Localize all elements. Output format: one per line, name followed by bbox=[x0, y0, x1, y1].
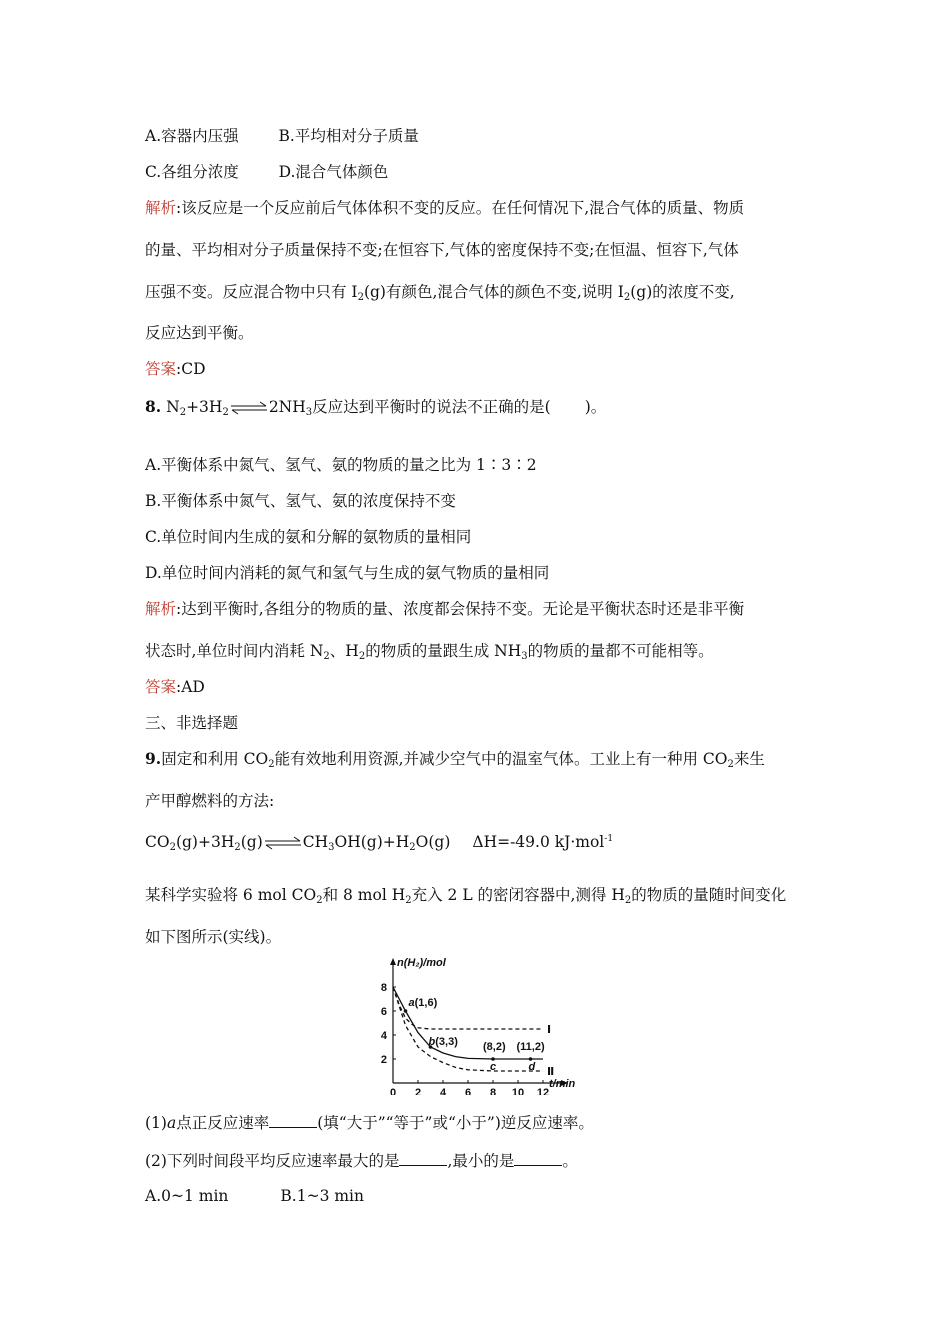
q7-answer bbox=[145, 358, 206, 380]
q9-sub-question-1 bbox=[145, 1112, 594, 1134]
q9-option-b: B.1~3 min bbox=[280, 1187, 364, 1205]
q8-analysis-line-2 bbox=[145, 640, 714, 668]
q7-analysis-line-1 bbox=[145, 197, 744, 219]
x-tick-label: 12 bbox=[536, 1087, 550, 1095]
q7-options-row-1 bbox=[145, 125, 419, 147]
q7-analysis-text-3a: 压强不变。反应混合物中只有 I bbox=[145, 283, 358, 301]
point-label: d bbox=[528, 1061, 536, 1073]
eq-text: (g) bbox=[240, 833, 263, 851]
question-number: 9. bbox=[145, 749, 162, 768]
q7-answer-value: :CD bbox=[176, 360, 206, 378]
formula-n: N bbox=[166, 398, 180, 416]
q9-options-row bbox=[145, 1185, 364, 1207]
subscript: 3 bbox=[305, 407, 313, 418]
formula-nh: 2NH bbox=[268, 398, 306, 416]
subscript: 2 bbox=[169, 842, 176, 853]
point-label: (11,2) bbox=[516, 1041, 545, 1053]
question-number: 8. bbox=[145, 397, 162, 416]
y-axis-label: n(H₂)/mol bbox=[397, 957, 446, 969]
q8-option-b: B.平衡体系中氮气、氢气、氨的浓度保持不变 bbox=[145, 492, 456, 510]
x-tick-label: 8 bbox=[489, 1087, 497, 1095]
q9-q1-text-2: (填“大于”“等于”或“小于”)逆反应速率。 bbox=[317, 1114, 594, 1132]
q9-exp-text: 的物质的量随时间变化 bbox=[631, 886, 787, 904]
point-label: c bbox=[490, 1061, 497, 1073]
q7-option-b: B.平均相对分子质量 bbox=[278, 127, 419, 145]
q9-text-1c: 来生 bbox=[733, 750, 765, 768]
q7-analysis-label: 解析 bbox=[145, 199, 177, 217]
q8-analysis-label: 解析 bbox=[145, 600, 177, 618]
q9-stem-line-1 bbox=[145, 748, 765, 776]
y-axis-arrow-icon bbox=[390, 958, 396, 965]
q7-analysis-text-1: :该反应是一个反应前后气体体积不变的反应。在任何情况下,混合气体的质量、物质 bbox=[176, 199, 745, 217]
subscript: 2 bbox=[323, 651, 330, 662]
x-tick-label: 2 bbox=[414, 1087, 422, 1095]
h2-amount-vs-time-chart bbox=[365, 955, 580, 1095]
series-label: Ⅰ bbox=[547, 1024, 552, 1036]
eq-text: OH(g)+H bbox=[334, 833, 410, 851]
q8-analysis-text-2c: 的物质的量跟生成 NH bbox=[365, 642, 522, 660]
superscript: -1 bbox=[604, 834, 614, 844]
q8-option-a: A.平衡体系中氮气、氢气、氨的物质的量之比为 1∶3∶2 bbox=[145, 456, 537, 474]
q7-analysis-line-3 bbox=[145, 281, 735, 309]
q8-analysis-text-2a: 状态时,单位时间内消耗 N bbox=[145, 642, 324, 660]
subscript: 2 bbox=[234, 842, 241, 853]
subscript: 2 bbox=[179, 407, 187, 418]
q7-answer-label: 答案 bbox=[145, 360, 177, 378]
q7-analysis-line-4: 反应达到平衡。 bbox=[145, 324, 254, 342]
q9-exp-text: 和 8 mol H bbox=[322, 886, 406, 904]
subscript: 2 bbox=[409, 842, 416, 853]
q8-answer-value: :AD bbox=[176, 678, 205, 696]
x-tick-label: 0 bbox=[389, 1087, 397, 1095]
q9-q2-text: (2)下列时间段平均反应速率最大的是 bbox=[145, 1152, 400, 1170]
subscript: 2 bbox=[624, 895, 632, 906]
subscript: 2 bbox=[727, 759, 734, 770]
answer-blank[interactable] bbox=[269, 1113, 317, 1128]
y-tick-label: 4 bbox=[380, 1030, 387, 1042]
enthalpy: ΔH=-49.0 kJ·mol bbox=[472, 833, 605, 851]
q9-q1-point: a bbox=[166, 1114, 177, 1132]
x-axis-label: t/min bbox=[549, 1078, 576, 1090]
q9-q1-num: (1) bbox=[145, 1114, 167, 1132]
q9-exp-text: 充入 2 L 的密闭容器中,测得 H bbox=[411, 886, 625, 904]
q9-experiment-line-1 bbox=[145, 884, 786, 912]
q9-experiment-line-2: 如下图所示(实线)。 bbox=[145, 928, 282, 946]
data-point bbox=[404, 1009, 408, 1013]
chart-points bbox=[404, 997, 545, 1073]
q8-answer-label: 答案 bbox=[145, 678, 177, 696]
q9-equation bbox=[145, 828, 613, 859]
point-label: b(3,3) bbox=[428, 1036, 458, 1048]
subscript: 2 bbox=[405, 895, 412, 906]
q7-analysis-line-2: 的量、平均相对分子质量保持不变;在恒容下,气体的密度保持不变;在恒温、恒容下,气体 bbox=[145, 241, 739, 259]
subscript: 2 bbox=[268, 759, 275, 770]
q8-stem-text: 反应达到平衡时的说法不正确的是( bbox=[312, 398, 551, 416]
q8-answer bbox=[145, 676, 205, 698]
q7-analysis-text-3c: (g)的浓度不变, bbox=[630, 283, 735, 301]
subscript: 3 bbox=[521, 651, 528, 662]
subscript: 2 bbox=[222, 407, 229, 418]
series-label: Ⅱ bbox=[547, 1066, 555, 1078]
q9-q1-text: 点正反应速率 bbox=[176, 1114, 270, 1132]
q9-text-1b: 能有效地利用资源,并减少空气中的温室气体。工业上有一种用 CO bbox=[274, 750, 728, 768]
q7-option-d: D.混合气体颜色 bbox=[278, 163, 389, 181]
q8-stem-end: )。 bbox=[584, 398, 607, 416]
y-tick-label: 8 bbox=[380, 982, 387, 994]
formula-h: +3H bbox=[186, 398, 223, 416]
q8-analysis-text-2b: 、H bbox=[329, 642, 359, 660]
subscript: 2 bbox=[316, 895, 323, 906]
subscript: 2 bbox=[623, 292, 631, 303]
eq-text: CO bbox=[145, 833, 170, 851]
x-tick-label: 10 bbox=[511, 1087, 525, 1095]
q9-stem-line-2: 产甲醇燃料的方法: bbox=[145, 792, 275, 810]
q8-stem bbox=[145, 396, 606, 424]
section-title: 三、非选择题 bbox=[145, 714, 239, 732]
subscript: 2 bbox=[357, 292, 364, 303]
eq-text: CH bbox=[302, 833, 329, 851]
q8-option-d: D.单位时间内消耗的氮气和氢气与生成的氨气物质的量相同 bbox=[145, 564, 550, 582]
y-tick-label: 2 bbox=[380, 1054, 387, 1066]
q9-text-1a: 固定和利用 CO bbox=[161, 750, 269, 768]
q7-option-c: C.各组分浓度 bbox=[145, 163, 239, 181]
q8-analysis-line-1 bbox=[145, 598, 744, 620]
q7-options-row-2 bbox=[145, 161, 388, 183]
q8-option-c: C.单位时间内生成的氨和分解的氨物质的量相同 bbox=[145, 528, 472, 546]
q9-sub-question-2 bbox=[145, 1150, 578, 1172]
q7-option-a: A.容器内压强 bbox=[145, 127, 239, 145]
x-tick-label: 6 bbox=[464, 1087, 472, 1095]
subscript: 2 bbox=[358, 651, 366, 662]
x-tick-label: 4 bbox=[439, 1087, 447, 1095]
q9-option-a: A.0~1 min bbox=[145, 1187, 229, 1205]
equilibrium-arrow-icon bbox=[230, 401, 268, 415]
q8-analysis-text-2d: 的物质的量都不可能相等。 bbox=[527, 642, 714, 660]
subscript: 3 bbox=[328, 842, 335, 853]
equilibrium-arrow-icon bbox=[264, 836, 302, 850]
answer-blank[interactable] bbox=[514, 1151, 562, 1166]
point-label: (8,2) bbox=[483, 1041, 506, 1053]
y-tick-label: 6 bbox=[380, 1006, 387, 1018]
answer-blank[interactable] bbox=[399, 1151, 447, 1166]
q9-exp-text: 某科学实验将 6 mol CO bbox=[145, 886, 317, 904]
q8-analysis-text-1: :达到平衡时,各组分的物质的量、浓度都会保持不变。无论是平衡状态时还是非平衡 bbox=[176, 600, 745, 618]
eq-text: (g)+3H bbox=[175, 833, 235, 851]
point-label: a(1,6) bbox=[408, 997, 438, 1009]
q7-analysis-text-3b: (g)有颜色,混合气体的颜色不变,说明 I bbox=[363, 283, 624, 301]
eq-text: O(g) bbox=[415, 833, 451, 851]
q9-q2-text-3: 。 bbox=[562, 1152, 578, 1170]
q9-q2-text-2: ,最小的是 bbox=[447, 1152, 515, 1170]
